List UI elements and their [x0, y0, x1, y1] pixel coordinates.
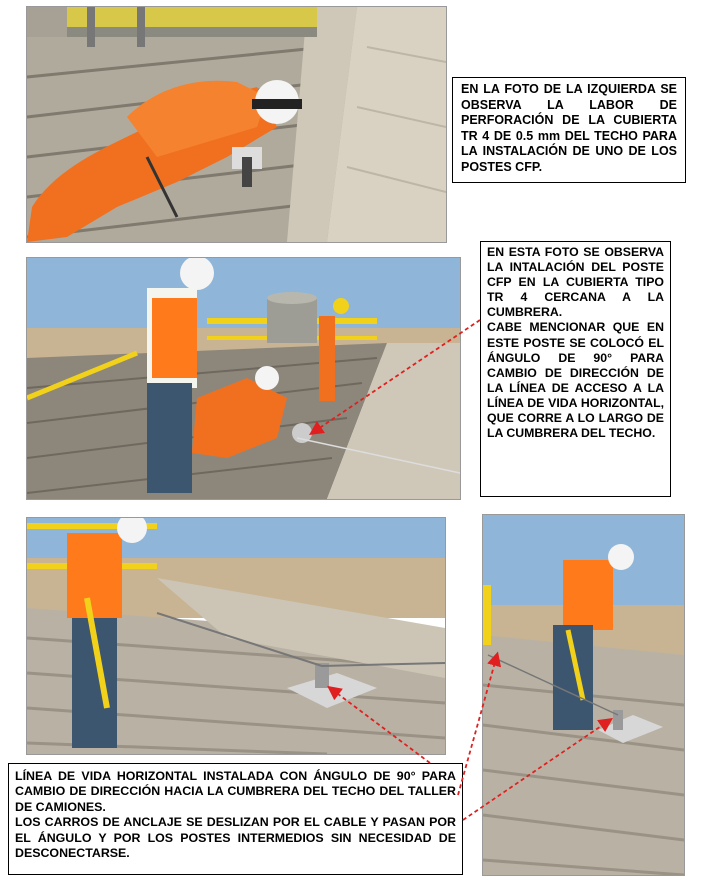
caption-post-installation	[480, 241, 671, 497]
caption-post-installation-p1: EN ESTA FOTO SE OBSERVA LA INTALACIÓN DEL POSTE CFP EN LA CUBIERTA TIPO TR 4 CERCANA A LA CUMBRERA.	[487, 245, 664, 320]
photo-post-installation	[26, 257, 461, 500]
caption-drilling-text: EN LA FOTO DE LA IZQUIERDA SE OBSERVA LA LABOR DE PERFORACIÓN DE LA CUBIERTA TR 4 DE 0.5 mm DEL TECHO PARA LA INSTALACIÓN DE UNO DE LOS POSTES CFP.	[461, 82, 677, 174]
photo-roof-drilling	[26, 6, 447, 243]
photo-lifeline-angle-left	[26, 517, 446, 755]
caption-lifeline	[8, 763, 463, 875]
photo-lifeline-angle-right	[482, 514, 685, 876]
caption-lifeline-p2: LOS CARROS DE ANCLAJE SE DESLIZAN POR EL CABLE Y PASAN POR EL ÁNGULO Y POR LOS POSTES INTERMEDIOS SIN NECESIDAD DE DESCONECTARSE.	[15, 815, 456, 861]
caption-drilling	[452, 77, 686, 183]
caption-post-installation-p2: CABE MENCIONAR QUE EN ESTE POSTE SE COLOCÓ EL ÁNGULO DE 90° PARA CAMBIO DE DIRECCIÓN DE LA LÍNEA DE ACCESO A LA LÍNEA DE VIDA HORIZONTAL, QUE CORRE A LO LARGO DE LA CUMBRERA DEL TECHO.	[487, 320, 664, 441]
caption-lifeline-p1: LÍNEA DE VIDA HORIZONTAL INSTALADA CON ÁNGULO DE 90° PARA CAMBIO DE DIRECCIÓN HACIA LA CUMBRERA DEL TECHO DEL TALLER DE CAMIONES.	[15, 769, 456, 814]
